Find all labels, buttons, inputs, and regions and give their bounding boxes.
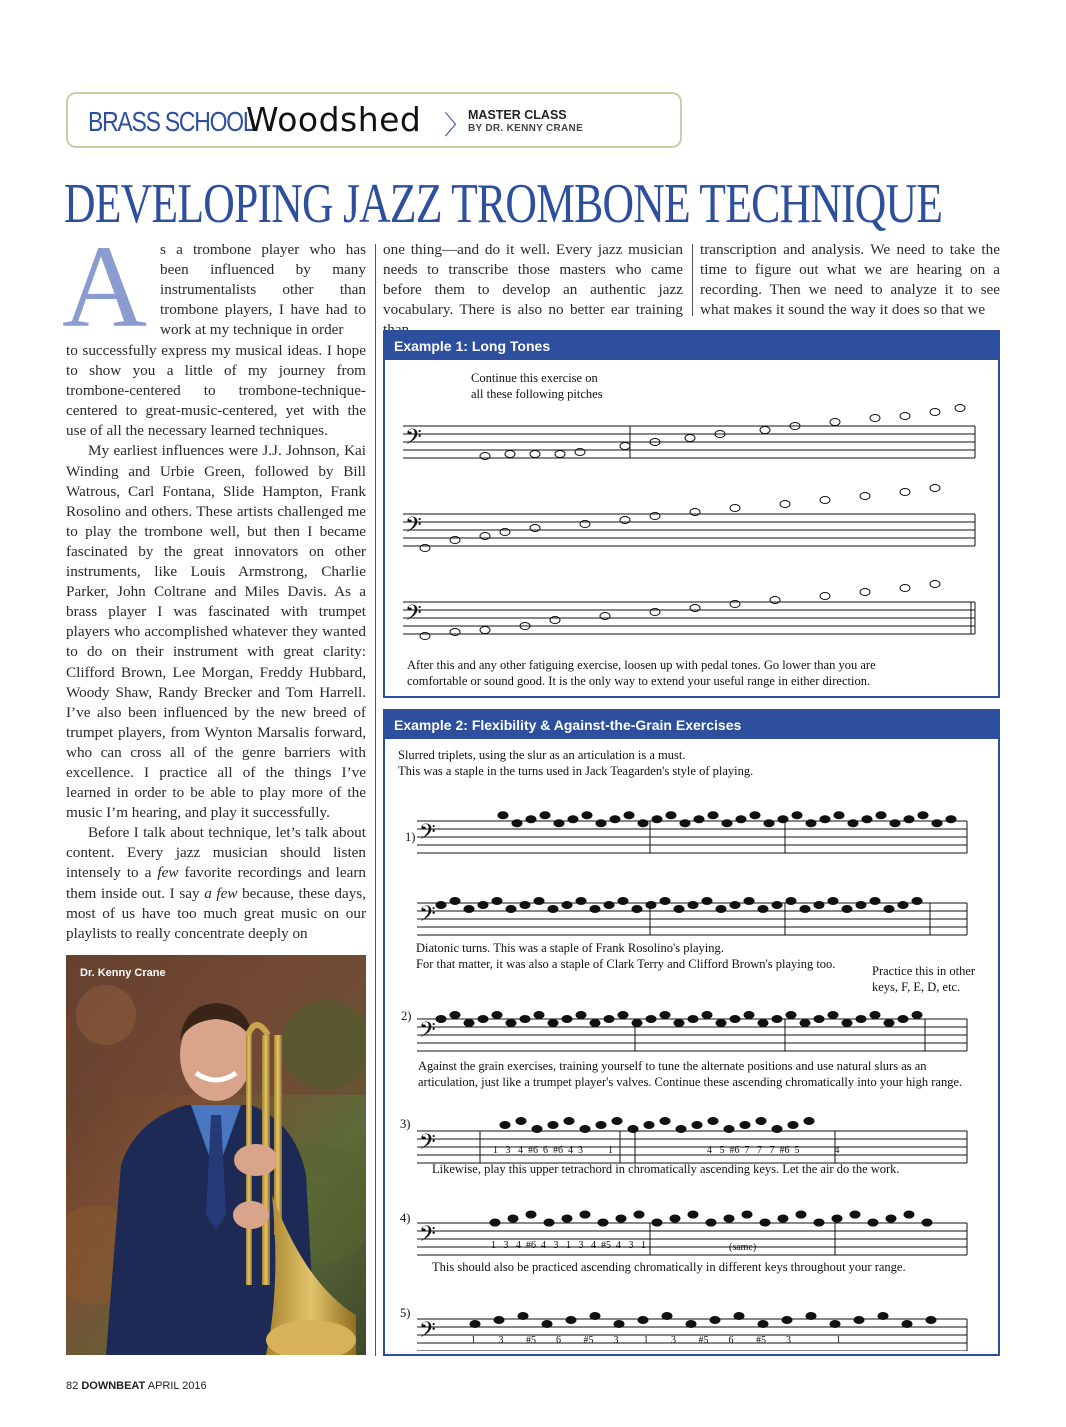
column-3-body xyxy=(700,240,1000,320)
note-head xyxy=(674,906,684,913)
note-head xyxy=(692,1122,702,1129)
note-head xyxy=(900,489,910,496)
note-head xyxy=(676,1126,686,1133)
example-2-diatonic: For that matter, it was also a staple of Clark Terry and Clifford Brown's playing too. xyxy=(416,957,836,971)
paragraph: Before I talk about technique, let’s talk about content. Every jazz musician should listen intensely to a few favorite recordings and learn them inside out. I say a few because, these days, most of us have too much great music on our playlists to really concentrate deeply on xyxy=(66,824,367,942)
fingering: 1 3 #5 6 #5 3 1 3 #5 6 #5 3 1 xyxy=(471,1335,841,1346)
note-head xyxy=(912,898,922,905)
note-head xyxy=(786,1012,796,1019)
note-head xyxy=(492,1012,502,1019)
note-head xyxy=(544,1219,554,1226)
note-head xyxy=(638,820,648,827)
note-head xyxy=(820,816,830,823)
note-head xyxy=(734,1313,744,1320)
note-head xyxy=(505,451,515,458)
note-head xyxy=(736,816,746,823)
note-head xyxy=(620,443,630,450)
note-head xyxy=(582,812,592,819)
note-head xyxy=(685,435,695,442)
note-head xyxy=(772,902,782,909)
note-head xyxy=(644,1122,654,1129)
note-head xyxy=(922,1219,932,1226)
note-head xyxy=(532,1126,542,1133)
exercise-number: 3) xyxy=(400,1117,411,1131)
note-head xyxy=(506,1020,516,1027)
note-head xyxy=(788,1122,798,1129)
note-head xyxy=(782,1317,792,1324)
note-head xyxy=(660,898,670,905)
note-head xyxy=(930,409,940,416)
note-head xyxy=(946,816,956,823)
note-head xyxy=(555,451,565,458)
example-2-likewise: Likewise, play this upper tetrachord in chromatically ascending keys. Let the air do the work. xyxy=(432,1162,900,1176)
note-head xyxy=(842,906,852,913)
note-head xyxy=(758,906,768,913)
note-head xyxy=(660,1012,670,1019)
note-head xyxy=(870,898,880,905)
note-head xyxy=(742,1211,752,1218)
note-head xyxy=(548,906,558,913)
note-head xyxy=(540,812,550,819)
note-head xyxy=(926,1317,936,1324)
note-head xyxy=(576,898,586,905)
note-head xyxy=(912,1012,922,1019)
column-name: MASTER CLASS xyxy=(468,108,567,122)
paragraph: My earliest influences were J.J. Johnson, Kai Winding and Urbie Green, followed by Bill Watrous, Carl Fontana, Slide Hampton, Frank Rosolino and others. These artists challenged me to play the trombone well, but then I became fascinated by the great innovators on other instruments, like Louis Armstrong, Charlie Parker, John Coltrane and Miles Davis. As a brass player I was fascinated with trumpet players who accomplished whatever they wanted to do on their instrument with great clarity: Clifford Brown, Lee Morgan, Freddy Hubbard, Woody Shaw, Randy Brecker and Tom Harrell. I’ve also been influenced by the new breed of trumpet players, from Wynton Marsalis forward, who can cross all of the genre barriers with excellence. I practice all of the things I’ve learned in order to be able to play more of the music I’m hearing, and play it successfully. xyxy=(66,442,366,822)
note-head xyxy=(706,1219,716,1226)
note-head xyxy=(498,812,508,819)
note-head xyxy=(530,451,540,458)
note-head xyxy=(450,898,460,905)
note-head xyxy=(512,820,522,827)
note-head xyxy=(955,405,965,412)
note-head xyxy=(652,1219,662,1226)
author-photo-illustration xyxy=(66,955,366,1355)
note-head xyxy=(470,1321,480,1328)
column-1-body xyxy=(66,341,366,944)
example-2-chromatic: This should also be practiced ascending chromatically in different keys throughout your range. xyxy=(432,1260,906,1274)
note-head xyxy=(842,1020,852,1027)
note-head xyxy=(464,1020,474,1027)
note-head xyxy=(526,1211,536,1218)
note-head xyxy=(590,1313,600,1320)
note-head xyxy=(744,898,754,905)
note-head xyxy=(764,820,774,827)
note-head xyxy=(890,820,900,827)
note-head xyxy=(830,419,840,426)
note-head xyxy=(884,1020,894,1027)
note-head xyxy=(666,812,676,819)
note-head xyxy=(564,1118,574,1125)
note-head xyxy=(898,1016,908,1023)
note-head xyxy=(702,1012,712,1019)
note-head xyxy=(494,1317,504,1324)
note-head xyxy=(518,1313,528,1320)
example-1-footer: comfortable or sound good. It is the only way to extend your useful range in either direction. xyxy=(407,674,871,688)
note-head xyxy=(436,902,446,909)
page-footer xyxy=(66,1380,207,1392)
note-head xyxy=(562,1016,572,1023)
note-head xyxy=(490,1219,500,1226)
bass-clef-icon: 𝄢 xyxy=(419,1018,436,1047)
note-head xyxy=(862,816,872,823)
note-head xyxy=(534,1012,544,1019)
note-head xyxy=(436,1016,446,1023)
chevron-right-icon: 〉 xyxy=(444,111,471,141)
note-head xyxy=(760,427,770,434)
note-head xyxy=(814,1016,824,1023)
fingering: 4 5 #6 7 7 7 #6 5 4 xyxy=(707,1145,840,1156)
note-head xyxy=(492,898,502,905)
note-head xyxy=(520,902,530,909)
note-head xyxy=(828,1012,838,1019)
note-head xyxy=(450,1012,460,1019)
note-head xyxy=(780,501,790,508)
note-head xyxy=(804,1118,814,1125)
note-head xyxy=(618,1012,628,1019)
note-head xyxy=(730,1016,740,1023)
note-head xyxy=(900,413,910,420)
column-2-body xyxy=(383,240,683,340)
note-head xyxy=(800,1020,810,1027)
paragraph: to successfully express my musical ideas. I hope to show you a little of my journey from trombone-centered to trombone-technique-centered to great-music-centered, yet with the use of all the necessary learned techniques. xyxy=(66,342,366,440)
issue-date: APRIL 2016 xyxy=(147,1380,207,1392)
example-2-intro: Slurred triplets, using the slur as an articulation is a must. xyxy=(398,748,686,762)
bass-clef-icon: 𝄢 xyxy=(419,1318,436,1347)
example-1-footer: After this and any other fatiguing exercise, loosen up with pedal tones. Go lower than you are xyxy=(407,658,876,672)
note-head xyxy=(508,1215,518,1222)
bass-clef-icon: 𝄢 xyxy=(405,601,422,630)
note-head xyxy=(628,1126,638,1133)
note-head xyxy=(820,593,830,600)
note-head xyxy=(918,812,928,819)
note-head xyxy=(814,1219,824,1226)
note-head xyxy=(576,1012,586,1019)
note-head xyxy=(710,1317,720,1324)
note-head xyxy=(566,1317,576,1324)
note-head xyxy=(580,1126,590,1133)
note-head xyxy=(624,812,634,819)
note-head xyxy=(870,415,880,422)
note-head xyxy=(596,1122,606,1129)
note-head xyxy=(612,1118,622,1125)
exercise-number: 4) xyxy=(400,1211,411,1225)
note-head xyxy=(716,1020,726,1027)
note-head xyxy=(674,1020,684,1027)
photo-caption: Dr. Kenny Crane xyxy=(80,967,166,979)
note-head xyxy=(758,1020,768,1027)
note-head xyxy=(702,898,712,905)
bass-clef-icon: 𝄢 xyxy=(405,425,422,454)
note-head xyxy=(796,1211,806,1218)
note-head xyxy=(662,1313,672,1320)
note-head xyxy=(694,816,704,823)
example-2-intro: This was a staple in the turns used in Jack Teagarden's style of playing. xyxy=(398,764,754,778)
note-head xyxy=(542,1321,552,1328)
note-head xyxy=(614,1321,624,1328)
note-head xyxy=(800,906,810,913)
example-2-practice: keys, F, E, D, etc. xyxy=(872,980,961,994)
note-head xyxy=(828,898,838,905)
note-head xyxy=(730,902,740,909)
note-head xyxy=(778,1215,788,1222)
author-photo xyxy=(66,955,366,1355)
section-header xyxy=(66,92,682,148)
note-head xyxy=(708,1118,718,1125)
example-2-title: Example 2: Flexibility & Against-the-Grain Exercises xyxy=(385,711,998,739)
note-head xyxy=(806,1313,816,1320)
note-head xyxy=(500,1122,510,1129)
exercise-number: 5) xyxy=(400,1306,411,1320)
example-2-grain: articulation, just like a trumpet player's valves. Continue these ascending chromatically into your high range. xyxy=(418,1075,963,1089)
byline: BY DR. KENNY CRANE xyxy=(468,123,584,134)
note-head xyxy=(834,812,844,819)
note-head xyxy=(632,1020,642,1027)
note-head xyxy=(756,1118,766,1125)
note-head xyxy=(562,1215,572,1222)
note-head xyxy=(632,906,642,913)
note-head xyxy=(868,1219,878,1226)
note-head xyxy=(688,1016,698,1023)
drop-cap: A xyxy=(62,221,148,352)
note-head xyxy=(778,816,788,823)
note-head xyxy=(548,1122,558,1129)
example-1-title: Example 1: Long Tones xyxy=(385,332,998,360)
column-divider xyxy=(692,244,693,316)
note-head xyxy=(480,627,490,634)
page-number: 82 xyxy=(66,1380,79,1392)
note-head xyxy=(930,581,940,588)
paragraph: one thing—and do it well. Every jazz musician needs to transcribe those masters who came before them to develop an authentic jazz vocabulary. There is also no better ear training xyxy=(383,241,683,319)
fingering: 1 3 4 #6 4 3 1 3 4 #5 4 3 1 xyxy=(491,1240,646,1251)
note-head xyxy=(610,816,620,823)
note-head xyxy=(616,1215,626,1222)
example-2-grain: Against the grain exercises, training yourself to tune the alternate positions and use natural slurs as an xyxy=(418,1059,927,1073)
note-head xyxy=(806,820,816,827)
note-head xyxy=(548,1020,558,1027)
example-2-notation xyxy=(385,751,998,1351)
column-1-intro xyxy=(160,240,366,340)
example-2-box xyxy=(383,709,1000,1356)
note-head xyxy=(680,820,690,827)
note-head xyxy=(856,902,866,909)
note-head xyxy=(464,906,474,913)
note-head xyxy=(856,1016,866,1023)
note-head xyxy=(598,1219,608,1226)
note-head xyxy=(786,898,796,905)
note-head xyxy=(688,1211,698,1218)
note-head xyxy=(772,1126,782,1133)
note-head xyxy=(568,816,578,823)
magazine-name: DOWNBEAT xyxy=(81,1380,146,1392)
example-1-notation xyxy=(385,382,998,652)
note-head xyxy=(902,1321,912,1328)
note-head xyxy=(830,1321,840,1328)
note-head xyxy=(878,1313,888,1320)
note-head xyxy=(562,902,572,909)
note-head xyxy=(886,1215,896,1222)
bass-clef-icon: 𝄢 xyxy=(419,1222,436,1251)
note-head xyxy=(750,812,760,819)
note-head xyxy=(898,902,908,909)
note-head xyxy=(478,902,488,909)
note-head xyxy=(758,1321,768,1328)
bass-clef-icon: 𝄢 xyxy=(419,820,436,849)
note-head xyxy=(688,902,698,909)
note-head xyxy=(730,505,740,512)
note-head xyxy=(590,906,600,913)
note-head xyxy=(848,820,858,827)
note-head xyxy=(876,812,886,819)
note-head xyxy=(932,820,942,827)
note-head xyxy=(740,1122,750,1129)
example-1-note: all these following pitches xyxy=(471,387,603,401)
example-2-practice: Practice this in other xyxy=(872,964,976,978)
department-name: Woodshed xyxy=(246,100,422,139)
fingering: 1 3 4 #6 6 #6 4 3 1 xyxy=(493,1145,613,1156)
note-head xyxy=(904,1211,914,1218)
note-head xyxy=(708,812,718,819)
note-head xyxy=(744,1012,754,1019)
note-head xyxy=(670,1215,680,1222)
section-name: BRASS SCHOOL xyxy=(88,106,255,137)
bass-clef-icon: 𝄢 xyxy=(405,513,422,542)
note-head xyxy=(634,1211,644,1218)
note-head xyxy=(860,493,870,500)
note-head xyxy=(478,1016,488,1023)
note-head xyxy=(554,820,564,827)
note-head xyxy=(772,1016,782,1023)
note-head xyxy=(516,1118,526,1125)
note-head xyxy=(760,1219,770,1226)
paragraph: transcription and analysis. We need to take the time to figure out what we are hearing on a recording. Then we need to analyze it to see what makes it sound the way it does so that we xyxy=(700,241,1000,319)
note-head xyxy=(646,1016,656,1023)
note-head xyxy=(686,1321,696,1328)
note-head xyxy=(930,485,940,492)
note-head xyxy=(534,898,544,905)
note-head xyxy=(604,902,614,909)
note-head xyxy=(724,1126,734,1133)
bass-clef-icon: 𝄢 xyxy=(419,902,436,931)
note-head xyxy=(618,898,628,905)
note-head xyxy=(814,902,824,909)
note-head xyxy=(724,1215,734,1222)
note-head xyxy=(904,816,914,823)
note-head xyxy=(850,1211,860,1218)
intro-text: s a trombone player who has been influenced by many instrumentalists other than trombone players, I have had to work at my technique in order xyxy=(160,241,366,339)
example-1-note: Continue this exercise on xyxy=(471,371,598,385)
note-head xyxy=(820,497,830,504)
note-head xyxy=(832,1215,842,1222)
exercise-number: 1) xyxy=(405,830,416,844)
note-head xyxy=(884,906,894,913)
note-head xyxy=(860,589,870,596)
note-head xyxy=(722,820,732,827)
note-head xyxy=(854,1317,864,1324)
exercise-number: 2) xyxy=(401,1009,412,1023)
example-2-diatonic: Diatonic turns. This was a staple of Frank Rosolino's playing. xyxy=(416,941,724,955)
note-head xyxy=(870,1012,880,1019)
article-title: DEVELOPING JAZZ TROMBONE TECHNIQUE xyxy=(64,173,943,235)
note-head xyxy=(716,906,726,913)
same-label: (same) xyxy=(729,1242,757,1253)
note-head xyxy=(660,1118,670,1125)
example-1-box xyxy=(383,330,1000,698)
note-head xyxy=(604,1016,614,1023)
bass-clef-icon: 𝄢 xyxy=(419,1130,436,1159)
note-head xyxy=(520,1016,530,1023)
note-head xyxy=(652,816,662,823)
column-divider xyxy=(375,244,376,1356)
note-head xyxy=(638,1317,648,1324)
note-head xyxy=(580,1211,590,1218)
note-head xyxy=(526,816,536,823)
note-head xyxy=(792,812,802,819)
note-head xyxy=(596,820,606,827)
note-head xyxy=(590,1020,600,1027)
note-head xyxy=(646,902,656,909)
note-head xyxy=(506,906,516,913)
note-head xyxy=(900,585,910,592)
